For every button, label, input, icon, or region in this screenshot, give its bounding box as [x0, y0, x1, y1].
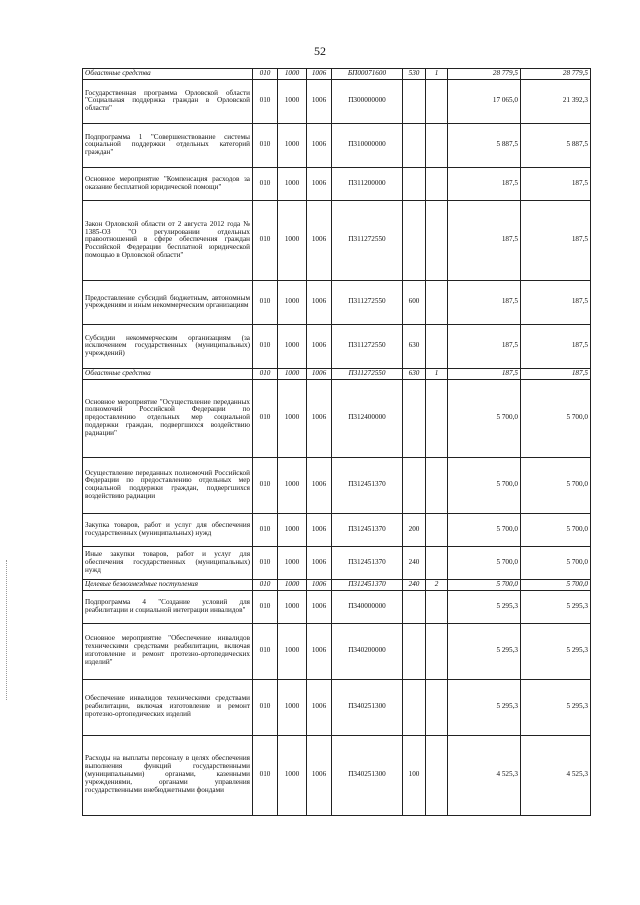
- cell-ministry-code: 010: [253, 513, 278, 546]
- cell-subsection-code: 1006: [307, 590, 332, 623]
- cell-expense-type: [403, 79, 426, 123]
- cell-funding-source: 2: [426, 579, 448, 590]
- cell-amount-year-2: 5 295,3: [521, 590, 591, 623]
- cell-ministry-code: 010: [253, 123, 278, 167]
- cell-ministry-code: 010: [253, 69, 278, 80]
- cell-expense-type: [403, 123, 426, 167]
- cell-funding-source: [426, 457, 448, 513]
- cell-target-article: П311272550: [332, 200, 403, 280]
- cell-ministry-code: 010: [253, 379, 278, 457]
- cell-subsection-code: 1006: [307, 513, 332, 546]
- cell-section-code: 1000: [278, 324, 307, 368]
- cell-amount-year-2: 5 295,3: [521, 679, 591, 735]
- cell-name: Основное мероприятие "Компенсация расходов за оказание бесплатной юридической помощи": [83, 167, 253, 200]
- cell-amount-year-2: 21 392,3: [521, 79, 591, 123]
- cell-amount-year-1: 17 065,0: [448, 79, 521, 123]
- cell-subsection-code: 1006: [307, 735, 332, 815]
- cell-funding-source: 1: [426, 69, 448, 80]
- cell-funding-source: [426, 200, 448, 280]
- cell-name: Целевые безвозмездные поступления: [83, 579, 253, 590]
- cell-funding-source: [426, 735, 448, 815]
- cell-amount-year-2: 187,5: [521, 368, 591, 379]
- cell-expense-type: [403, 623, 426, 679]
- cell-name: Обеспечение инвалидов техническими средствами реабилитации, включая изготовление и ремонт протезно-ортопедических изделий: [83, 679, 253, 735]
- cell-amount-year-1: 5 700,0: [448, 457, 521, 513]
- cell-amount-year-1: 5 295,3: [448, 590, 521, 623]
- cell-target-article: П312400000: [332, 379, 403, 457]
- cell-section-code: 1000: [278, 368, 307, 379]
- cell-funding-source: [426, 167, 448, 200]
- cell-section-code: 1000: [278, 735, 307, 815]
- scan-edge-marks: [6, 560, 9, 700]
- cell-target-article: П312451370: [332, 579, 403, 590]
- cell-ministry-code: 010: [253, 280, 278, 324]
- cell-name: Закон Орловской области от 2 августа 2012 года № 1385-ОЗ "О регулировании отдельных правоотношений в сфере обеспечения граждан Российской Федерации бесплатной юридической помощью в Орловской области": [83, 200, 253, 280]
- cell-target-article: П340000000: [332, 590, 403, 623]
- table-row: [83, 590, 591, 623]
- cell-target-article: П340200000: [332, 623, 403, 679]
- cell-amount-year-1: 5 887,5: [448, 123, 521, 167]
- cell-amount-year-1: 5 295,3: [448, 623, 521, 679]
- cell-target-article: П311200000: [332, 167, 403, 200]
- cell-name: Областные средства: [83, 368, 253, 379]
- cell-subsection-code: 1006: [307, 623, 332, 679]
- cell-expense-type: [403, 200, 426, 280]
- cell-amount-year-2: 4 525,3: [521, 735, 591, 815]
- cell-target-article: П312451370: [332, 546, 403, 579]
- cell-amount-year-1: 28 779,5: [448, 69, 521, 80]
- table-row: [83, 324, 591, 368]
- table-row: [83, 379, 591, 457]
- cell-expense-type: 630: [403, 368, 426, 379]
- table-row: [83, 69, 591, 80]
- cell-ministry-code: 010: [253, 200, 278, 280]
- cell-amount-year-2: 5 700,0: [521, 513, 591, 546]
- cell-target-article: П340251300: [332, 679, 403, 735]
- cell-name: Иные закупки товаров, работ и услуг для обеспечения государственных (муниципальных) нужд: [83, 546, 253, 579]
- cell-subsection-code: 1006: [307, 200, 332, 280]
- cell-section-code: 1000: [278, 513, 307, 546]
- cell-ministry-code: 010: [253, 623, 278, 679]
- cell-expense-type: [403, 457, 426, 513]
- cell-ministry-code: 010: [253, 546, 278, 579]
- table-row: [83, 623, 591, 679]
- table-row: [83, 513, 591, 546]
- cell-amount-year-2: 5 700,0: [521, 379, 591, 457]
- cell-section-code: 1000: [278, 590, 307, 623]
- cell-target-article: П310000000: [332, 123, 403, 167]
- cell-expense-type: 530: [403, 69, 426, 80]
- cell-expense-type: [403, 379, 426, 457]
- cell-amount-year-2: 5 700,0: [521, 579, 591, 590]
- cell-subsection-code: 1006: [307, 280, 332, 324]
- table-row: [83, 200, 591, 280]
- cell-ministry-code: 010: [253, 167, 278, 200]
- table-row: [83, 167, 591, 200]
- budget-table: [82, 68, 591, 816]
- cell-funding-source: [426, 546, 448, 579]
- cell-expense-type: 200: [403, 513, 426, 546]
- cell-funding-source: [426, 280, 448, 324]
- cell-target-article: П312451370: [332, 457, 403, 513]
- cell-amount-year-2: 28 779,5: [521, 69, 591, 80]
- cell-amount-year-2: 5 887,5: [521, 123, 591, 167]
- cell-name: Закупка товаров, работ и услуг для обеспечения государственных (муниципальных) нужд: [83, 513, 253, 546]
- cell-ministry-code: 010: [253, 457, 278, 513]
- cell-name: Областные средства: [83, 69, 253, 80]
- cell-expense-type: [403, 590, 426, 623]
- cell-funding-source: [426, 623, 448, 679]
- cell-ministry-code: 010: [253, 735, 278, 815]
- cell-ministry-code: 010: [253, 79, 278, 123]
- cell-target-article: П312451370: [332, 513, 403, 546]
- table-row: [83, 579, 591, 590]
- cell-section-code: 1000: [278, 200, 307, 280]
- cell-section-code: 1000: [278, 546, 307, 579]
- cell-subsection-code: 1006: [307, 69, 332, 80]
- cell-expense-type: [403, 167, 426, 200]
- cell-section-code: 1000: [278, 623, 307, 679]
- cell-funding-source: [426, 679, 448, 735]
- cell-funding-source: [426, 379, 448, 457]
- cell-amount-year-1: 187,5: [448, 368, 521, 379]
- table-row: [83, 123, 591, 167]
- table-row: [83, 457, 591, 513]
- cell-section-code: 1000: [278, 679, 307, 735]
- cell-amount-year-2: 187,5: [521, 167, 591, 200]
- cell-section-code: 1000: [278, 457, 307, 513]
- cell-expense-type: 600: [403, 280, 426, 324]
- cell-target-article: П300000000: [332, 79, 403, 123]
- cell-amount-year-1: 5 700,0: [448, 379, 521, 457]
- cell-amount-year-1: 187,5: [448, 167, 521, 200]
- cell-subsection-code: 1006: [307, 546, 332, 579]
- cell-amount-year-2: 187,5: [521, 200, 591, 280]
- cell-expense-type: 240: [403, 579, 426, 590]
- cell-expense-type: 100: [403, 735, 426, 815]
- cell-funding-source: [426, 324, 448, 368]
- cell-amount-year-1: 5 295,3: [448, 679, 521, 735]
- cell-name: Осуществление переданных полномочий Российской Федерации по предоставлению отдельных мер социальной поддержки граждан, подвергшихся воздействию радиации: [83, 457, 253, 513]
- cell-section-code: 1000: [278, 167, 307, 200]
- cell-subsection-code: 1006: [307, 324, 332, 368]
- cell-amount-year-2: 187,5: [521, 324, 591, 368]
- cell-amount-year-2: 5 700,0: [521, 546, 591, 579]
- cell-subsection-code: 1006: [307, 167, 332, 200]
- cell-funding-source: [426, 123, 448, 167]
- cell-subsection-code: 1006: [307, 79, 332, 123]
- cell-amount-year-1: 5 700,0: [448, 513, 521, 546]
- cell-ministry-code: 010: [253, 590, 278, 623]
- cell-subsection-code: 1006: [307, 579, 332, 590]
- table-row: [83, 679, 591, 735]
- cell-amount-year-2: 187,5: [521, 280, 591, 324]
- cell-expense-type: [403, 679, 426, 735]
- cell-amount-year-1: 187,5: [448, 280, 521, 324]
- cell-funding-source: [426, 79, 448, 123]
- cell-ministry-code: 010: [253, 679, 278, 735]
- cell-amount-year-1: 187,5: [448, 200, 521, 280]
- cell-amount-year-1: 4 525,3: [448, 735, 521, 815]
- table-row: [83, 546, 591, 579]
- cell-ministry-code: 010: [253, 368, 278, 379]
- page-number: 52: [314, 44, 326, 58]
- cell-target-article: БП00071600: [332, 69, 403, 80]
- table-row: [83, 280, 591, 324]
- cell-name: Основное мероприятие "Осуществление переданных полномочий Российской Федерации по предоставлению отдельных мер социальной поддержки граждан, подвергшихся воздействию радиации": [83, 379, 253, 457]
- cell-name: Основное мероприятие "Обеспечение инвалидов техническими средствами реабилитации, включая изготовление и ремонт протезно-ортопедических изделий": [83, 623, 253, 679]
- cell-subsection-code: 1006: [307, 368, 332, 379]
- table-row: [83, 735, 591, 815]
- cell-section-code: 1000: [278, 123, 307, 167]
- cell-amount-year-1: 187,5: [448, 324, 521, 368]
- cell-subsection-code: 1006: [307, 379, 332, 457]
- cell-subsection-code: 1006: [307, 457, 332, 513]
- cell-expense-type: 630: [403, 324, 426, 368]
- cell-name: Подпрограмма 1 "Совершенствование системы социальной поддержки отдельных категорий граждан": [83, 123, 253, 167]
- cell-amount-year-2: 5 700,0: [521, 457, 591, 513]
- cell-section-code: 1000: [278, 280, 307, 324]
- cell-ministry-code: 010: [253, 579, 278, 590]
- cell-expense-type: 240: [403, 546, 426, 579]
- cell-target-article: П340251300: [332, 735, 403, 815]
- cell-name: Предоставление субсидий бюджетным, автономным учреждениям и иным некоммерческим организациям: [83, 280, 253, 324]
- table-body: [83, 69, 591, 816]
- cell-funding-source: [426, 590, 448, 623]
- cell-name: Государственная программа Орловской области "Социальная поддержка граждан в Орловской области": [83, 79, 253, 123]
- cell-name: Субсидии некоммерческим организациям (за исключением государственных (муниципальных) учреждений): [83, 324, 253, 368]
- cell-amount-year-1: 5 700,0: [448, 579, 521, 590]
- cell-section-code: 1000: [278, 379, 307, 457]
- cell-ministry-code: 010: [253, 324, 278, 368]
- cell-target-article: П311272550: [332, 280, 403, 324]
- cell-amount-year-2: 5 295,3: [521, 623, 591, 679]
- cell-funding-source: [426, 513, 448, 546]
- cell-section-code: 1000: [278, 79, 307, 123]
- cell-name: Подпрограмма 4 "Создание условий для реабилитации и социальной интеграции инвалидов": [83, 590, 253, 623]
- cell-name: Расходы на выплаты персоналу в целях обеспечения выполнения функций государственными (муниципальными) органами, казенными учреждениями, органами управления государственными внебюджетными фондами: [83, 735, 253, 815]
- cell-section-code: 1000: [278, 579, 307, 590]
- table-row: [83, 368, 591, 379]
- cell-funding-source: 1: [426, 368, 448, 379]
- cell-subsection-code: 1006: [307, 679, 332, 735]
- cell-section-code: 1000: [278, 69, 307, 80]
- table-row: [83, 79, 591, 123]
- cell-subsection-code: 1006: [307, 123, 332, 167]
- cell-target-article: П311272550: [332, 368, 403, 379]
- cell-amount-year-1: 5 700,0: [448, 546, 521, 579]
- cell-target-article: П311272550: [332, 324, 403, 368]
